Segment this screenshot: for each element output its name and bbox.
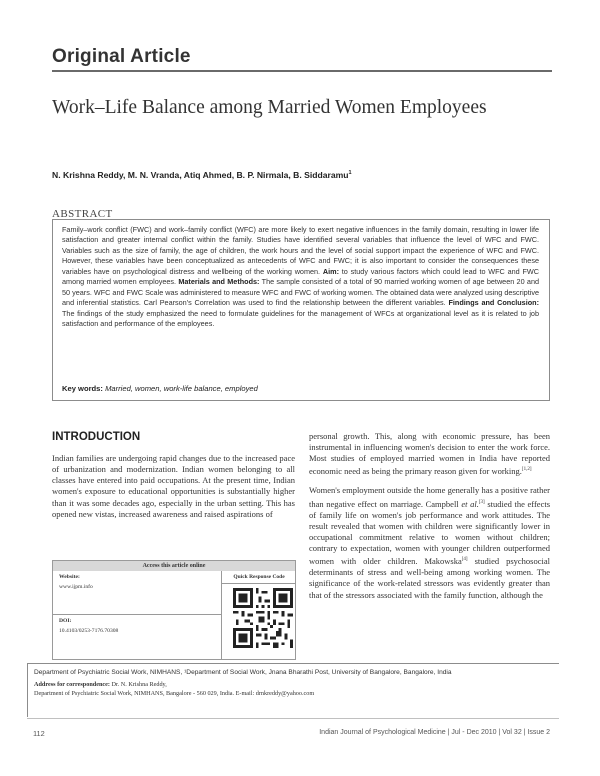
website-label: Website:	[59, 574, 80, 580]
abstract-findings-label: Findings and Conclusion:	[448, 298, 539, 308]
abstract-box	[52, 219, 550, 401]
intro-column-left	[52, 453, 295, 520]
intro-paragraph-1: Indian families are undergoing rapid changes due to the increased pace of urbanization and modernization. Indian women belonging to all classes have entered into paid occupations. At the present time, Indian women's exposure to educational opportunities is substantially higher than it was some decades ago, especially in the urban setting. This has opened new vistas, increased awareness and raised aspirations of	[52, 453, 295, 519]
correspondence-label: Address for correspondence:	[34, 681, 110, 689]
citation-3[interactable]: [3]	[478, 499, 485, 505]
page-number: 112	[33, 729, 45, 738]
abstract-methods-label: Materials and Methods:	[178, 277, 260, 287]
access-online-box	[52, 560, 296, 660]
correspondence-name: Dr. N. Krishna Reddy,	[111, 681, 167, 689]
section-rule	[52, 70, 552, 72]
footer-rule	[27, 718, 559, 719]
author-affiliation-mark: 1	[348, 170, 352, 177]
abstract-text	[62, 225, 539, 330]
keywords	[62, 384, 258, 393]
access-box-info	[53, 571, 222, 659]
qr-code-label: Quick Response Code	[222, 571, 296, 584]
citation-4[interactable]: [4]	[461, 557, 468, 563]
introduction-heading: INTRODUCTION	[52, 431, 141, 443]
citation-1-2[interactable]: [1,2]	[521, 467, 532, 473]
intro-p3-text-b: studied the effects of family life on women's job performance and work attitudes. The result revealed that women with children were significantly lower in occupational commitment relative to women without children; contrary to expectation, women with younger children outperformed women with older children. Makowska	[309, 498, 551, 567]
website-row	[53, 571, 221, 615]
doi-label: DOI:	[59, 618, 72, 624]
abstract-background: Family–work conflict (FWC) and work–family conflict (WFC) are more likely to exert negative influences in the family domain, resulting in lower life satisfaction and greater internal conflict within the family. Studies have identified several variables that influence the level of WFC and FWC. Variables such as the size of family, the age of children, the work hours and the level of social support impact the experience of WFC and FWC. However, these variables have been conceptualized as antecedents of WFC and FWC; it is also important to consider the consequences these variables have on psychological distress and wellbeing of the working women.	[62, 225, 539, 276]
abstract-findings: The findings of the study emphasized the need to formulate guidelines for the management of WFCs at organizational level as it is related to job satisfaction and performance of the employees.	[62, 308, 539, 329]
keywords-list: Married, women, work-life balance, employed	[105, 384, 258, 393]
website-link[interactable]: www.ijpm.info	[59, 584, 93, 590]
abstract-aim: to study various factors which could lead to WFC and FWC among married women employees.	[62, 266, 539, 287]
journal-citation: Indian Journal of Psychological Medicine | Jul - Dec 2010 | Vol 32 | Issue 2	[319, 729, 550, 736]
section-label: Original Article	[52, 46, 191, 67]
correspondence	[34, 680, 559, 698]
intro-p3-text-a: Women's employment outside the home generally has a positive rather than negative effect on marriage. Campbell	[309, 485, 550, 509]
intro-paragraph-3	[309, 485, 550, 600]
article-title: Work–Life Balance among Married Women Employees	[52, 97, 487, 118]
doi-link[interactable]: 10.4103/0253-7176.70308	[59, 628, 119, 634]
access-box-heading: Access this article online	[53, 561, 295, 571]
author-list	[52, 170, 352, 180]
affiliation-text: Department of Psychiatric Social Work, NIMHANS, ¹Department of Social Work, Jnana Bharathi Post, University of Bangalore, Bangalore, India	[34, 669, 452, 676]
intro-p3-text-c: studied psychosocial determinants of stress and well-being among working women. The significance of the work-related stressors was evidently greater than that of the stressors associated with the family function, although the	[309, 556, 550, 600]
abstract-aim-label: Aim:	[322, 266, 339, 276]
intro-column-right	[309, 431, 550, 609]
doi-row	[53, 615, 221, 637]
intro-p2-text: personal growth. This, along with economic pressure, has been instrumental in influencing women's decision to enter the work force. Most studies of employed married women in India have reported economic need as being the primary reason given for working.	[309, 431, 550, 477]
abstract-heading: ABSTRACT	[52, 208, 113, 220]
affiliation-box	[27, 663, 559, 717]
keywords-label: Key words:	[62, 384, 103, 393]
abstract-methods: The sample consisted of a total of 90 married working women of age between 20 and 50 years. WFC and FWC Scale was administered to measure WFC and FWC of working women. The obtained data were analyzed using descriptive and inferential statistics. Carl Pearson's Correlation was used to find the relationship between the different variables.	[62, 277, 540, 308]
intro-paragraph-2	[309, 431, 550, 477]
author-names: N. Krishna Reddy, M. N. Vranda, Atiq Ahmed, B. P. Nirmala, B. Siddaramu	[52, 170, 349, 180]
et-al: et al.	[461, 498, 479, 509]
correspondence-address: Department of Psychiatric Social Work, NIMHANS, Bangalore - 560 029, India. E-mail: drnkreddy@yahoo.com	[34, 690, 315, 698]
qr-code-icon[interactable]	[233, 588, 293, 648]
